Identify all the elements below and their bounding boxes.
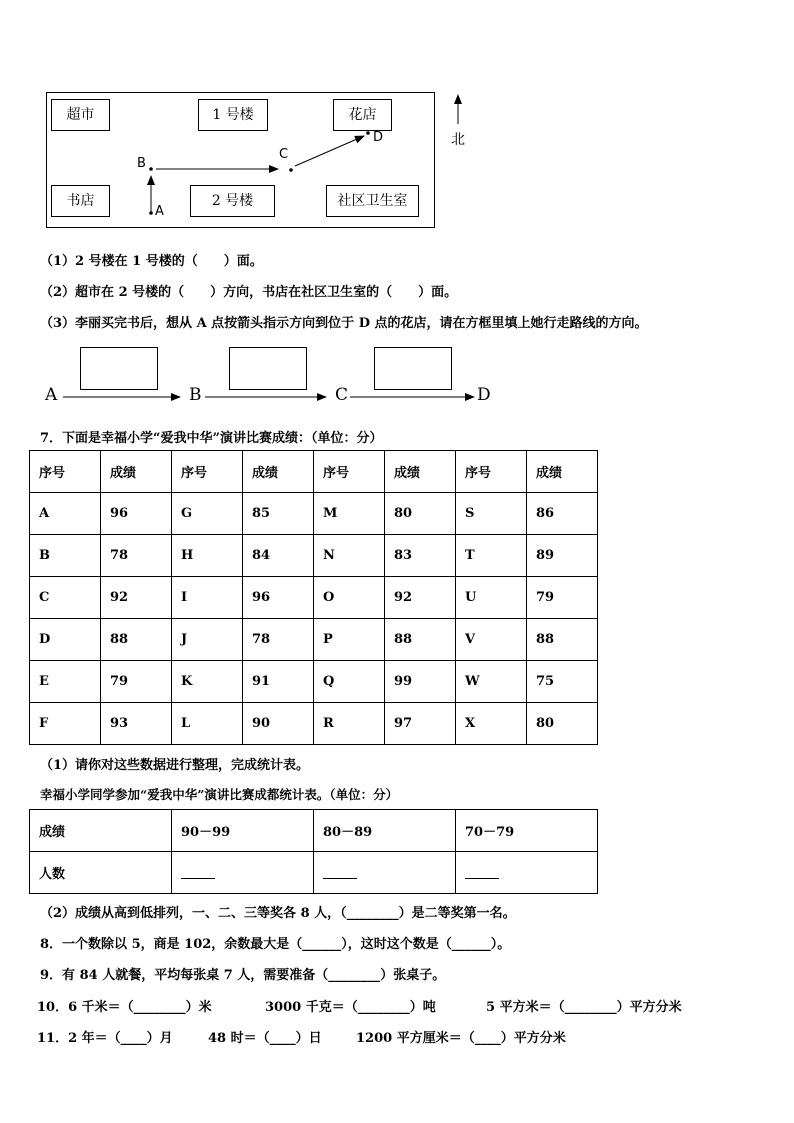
north-label: 北	[451, 132, 465, 148]
table-row	[30, 577, 598, 619]
stats-cell: 人数	[30, 852, 172, 894]
table-cell: 79	[527, 577, 598, 619]
point-b-dot	[149, 167, 153, 171]
q7-sub1: （1）请你对这些数据进行整理，完成统计表。	[40, 758, 310, 773]
count-blank-90[interactable]	[172, 852, 314, 894]
table-cell: X	[456, 703, 527, 745]
table-cell: U	[456, 577, 527, 619]
table-cell: L	[172, 703, 243, 745]
stats-cell: 成绩	[30, 810, 172, 852]
table-cell: 85	[243, 493, 314, 535]
stats-table-title: 幸福小学同学参加“爱我中华”演讲比赛成都统计表。（单位：分）	[40, 787, 399, 802]
route-point-d: D	[477, 385, 491, 405]
table-cell: N	[314, 535, 385, 577]
point-d-label: D	[373, 130, 384, 145]
route-answer-box-2[interactable]	[229, 347, 307, 390]
header-cell: 序号	[314, 451, 385, 493]
arrow-c-to-d	[295, 136, 364, 166]
table-cell: V	[456, 619, 527, 661]
table-row	[30, 493, 598, 535]
stats-cell: 90－99	[172, 810, 314, 852]
stats-table	[29, 809, 598, 894]
stats-cell: 70－79	[456, 810, 598, 852]
header-cell: 成绩	[527, 451, 598, 493]
table-cell: W	[456, 661, 527, 703]
table-cell: 88	[101, 619, 172, 661]
q6-sub3: （3）李丽买完书后，想从 A 点按箭头指示方向到位于 D 点的花店，请在方框里填上她行走路线的方向。	[40, 316, 648, 331]
table-cell: S	[456, 493, 527, 535]
table-row	[30, 535, 598, 577]
table-row	[30, 661, 598, 703]
place-building-2: 2 号楼	[190, 185, 275, 217]
table-cell: 80	[385, 493, 456, 535]
table-cell: D	[30, 619, 101, 661]
q7-sub2: （2）成绩从高到低排列，一、二、三等奖各 8 人，（________）是二等奖第一名。	[40, 906, 516, 921]
table-row	[30, 619, 598, 661]
point-d-dot	[366, 131, 370, 135]
table-cell: H	[172, 535, 243, 577]
header-cell: 成绩	[243, 451, 314, 493]
stats-cell: 80－89	[314, 810, 456, 852]
route-arrows	[0, 385, 794, 409]
q10-part1: 10．6 千米＝（________）米	[37, 1000, 212, 1015]
score-table	[29, 450, 598, 745]
table-cell: 90	[243, 703, 314, 745]
table-cell: 93	[101, 703, 172, 745]
table-cell: Q	[314, 661, 385, 703]
point-a-dot	[149, 211, 153, 215]
table-cell: 92	[385, 577, 456, 619]
table-cell: C	[30, 577, 101, 619]
table-cell: B	[30, 535, 101, 577]
table-cell: 79	[101, 661, 172, 703]
header-cell: 序号	[456, 451, 527, 493]
place-clinic: 社区卫生室	[326, 185, 419, 217]
point-b-label: B	[137, 156, 146, 171]
q11-part3: 1200 平方厘米＝（____）平方分米	[356, 1031, 566, 1046]
header-cell: 序号	[30, 451, 101, 493]
table-cell: P	[314, 619, 385, 661]
table-cell: 80	[527, 703, 598, 745]
table-cell: 88	[527, 619, 598, 661]
table-cell: K	[172, 661, 243, 703]
stats-row-count	[30, 852, 598, 894]
route-answer-box-1[interactable]	[80, 347, 158, 390]
route-point-c: C	[335, 385, 349, 405]
table-cell: 96	[101, 493, 172, 535]
q8: 8．一个数除以 5，商是 102，余数最大是（______），这时这个数是（______）。	[40, 937, 511, 952]
table-cell: M	[314, 493, 385, 535]
place-bookstore: 书店	[51, 185, 110, 217]
header-cell: 成绩	[101, 451, 172, 493]
table-cell: 99	[385, 661, 456, 703]
table-cell: 97	[385, 703, 456, 745]
table-cell: 78	[243, 619, 314, 661]
q9: 9．有 84 人就餐，平均每张桌 7 人，需要准备（________）张桌子。	[40, 968, 446, 983]
table-cell: A	[30, 493, 101, 535]
table-cell: 88	[385, 619, 456, 661]
point-a-label: A	[155, 204, 164, 219]
table-cell: G	[172, 493, 243, 535]
q10-part2: 3000 千克＝（________）吨	[265, 1000, 436, 1015]
table-cell: 92	[101, 577, 172, 619]
route-point-b: B	[189, 385, 202, 405]
table-cell: F	[30, 703, 101, 745]
table-cell: 78	[101, 535, 172, 577]
score-table-header	[30, 451, 598, 493]
q6-sub1: （1）2 号楼在 1 号楼的（ ）面。	[40, 254, 263, 269]
q11-part1: 11．2 年＝（____）月	[37, 1031, 173, 1046]
table-cell: 83	[385, 535, 456, 577]
q10-part3: 5 平方米＝（________）平方分米	[486, 1000, 682, 1015]
stats-row-score	[30, 810, 598, 852]
table-cell: T	[456, 535, 527, 577]
count-blank-80[interactable]	[314, 852, 456, 894]
place-flower-shop: 花店	[333, 99, 392, 131]
route-answer-box-3[interactable]	[374, 347, 452, 390]
place-supermarket: 超市	[51, 99, 110, 131]
count-blank-70[interactable]	[456, 852, 598, 894]
table-cell: E	[30, 661, 101, 703]
header-cell: 序号	[172, 451, 243, 493]
table-cell: J	[172, 619, 243, 661]
route-point-a: A	[45, 385, 58, 405]
q6-sub2: （2）超市在 2 号楼的（ ）方向，书店在社区卫生室的（ ）面。	[40, 285, 458, 300]
table-cell: 75	[527, 661, 598, 703]
table-cell: I	[172, 577, 243, 619]
table-cell: 86	[527, 493, 598, 535]
table-cell: 84	[243, 535, 314, 577]
point-c-label: C	[279, 147, 289, 162]
table-row	[30, 703, 598, 745]
table-cell: O	[314, 577, 385, 619]
map-arrows	[0, 0, 794, 260]
point-c-dot	[289, 168, 293, 172]
q11-part2: 48 时＝（____）日	[208, 1031, 322, 1046]
header-cell: 成绩	[385, 451, 456, 493]
table-cell: 89	[527, 535, 598, 577]
table-cell: R	[314, 703, 385, 745]
place-building-1: 1 号楼	[198, 99, 268, 131]
table-cell: 91	[243, 661, 314, 703]
table-cell: 96	[243, 577, 314, 619]
q7-title: 7．下面是幸福小学“爱我中华”演讲比赛成绩：（单位：分）	[40, 431, 383, 446]
